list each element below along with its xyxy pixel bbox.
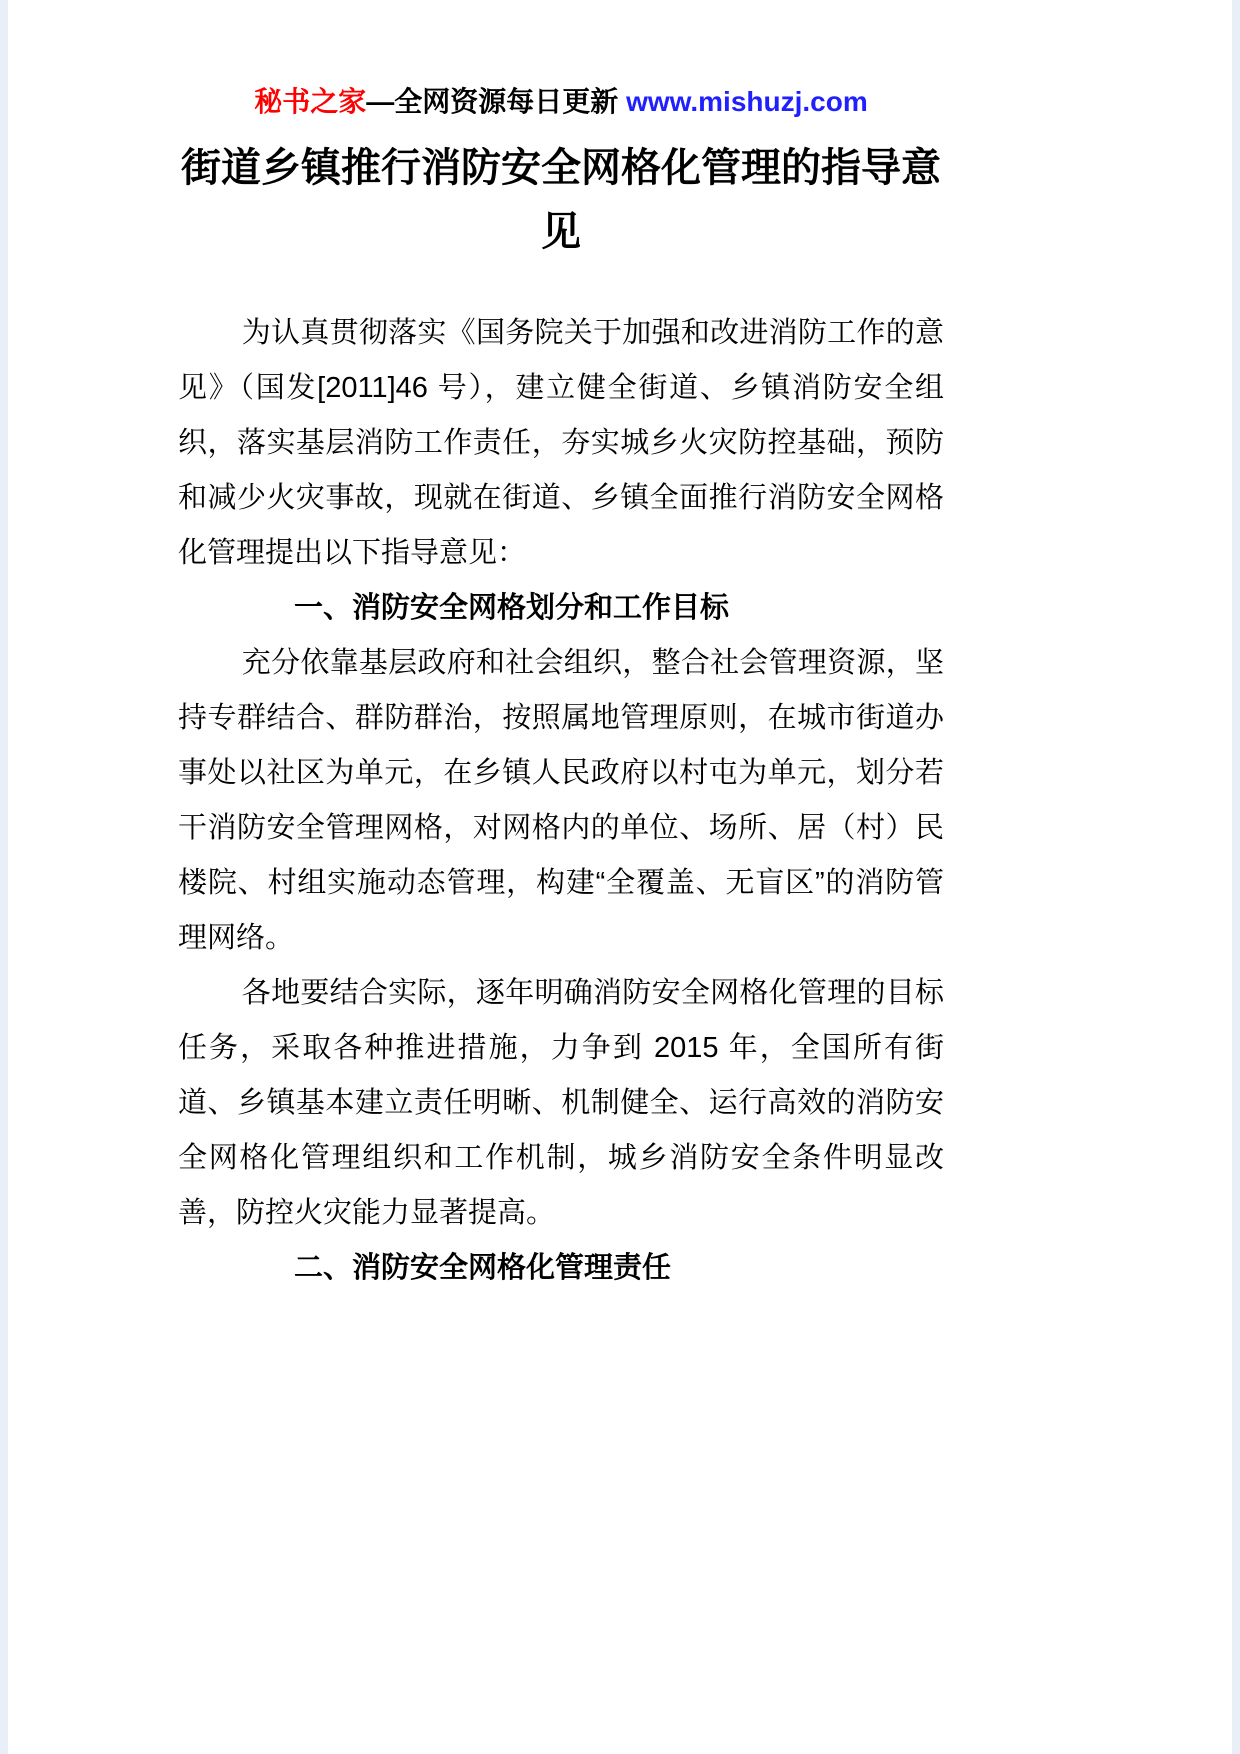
site-tagline: —全网资源每日更新	[366, 86, 627, 117]
paragraph-section1-body1: 充分依靠基层政府和社会组织，整合社会管理资源，坚持专群结合、群防群治，按照属地管理原则，在城市街道办事处以社区为单元，在乡镇人民政府以村屯为单元，划分若干消防安全管理网格，对网格内的单位、场所、居（村）民楼院、村组实施动态管理，构建“全覆盖、无盲区”的消防管理网络。	[178, 647, 944, 954]
document-body	[178, 306, 944, 1296]
paragraph-intro: 为认真贯彻落实《国务院关于加强和改进消防工作的意见》（国发[2011]46 号），建立健全街道、乡镇消防安全组织，落实基层消防工作责任，夯实城乡火灾防控基础，预防和减少火灾事故，现就在街道、乡镇全面推行消防安全网格化管理提出以下指导意见：	[178, 317, 944, 569]
paragraph-section1-body2: 各地要结合实际，逐年明确消防安全网格化管理的目标任务，采取各种推进措施，力争到 2015 年，全国所有街道、乡镇基本建立责任明晰、机制健全、运行高效的消防安全网格化管理组织和工作机制，城乡消防安全条件明显改善，防控火灾能力显著提高。	[178, 977, 944, 1229]
site-url-link[interactable]: www.mishuzj.com	[626, 86, 868, 117]
site-header	[178, 84, 944, 120]
section-heading-2: 二、消防安全网格化管理责任	[294, 1252, 672, 1284]
site-brand: 秘书之家	[254, 86, 367, 117]
section-heading-1: 一、消防安全网格划分和工作目标	[294, 592, 730, 624]
document-page	[8, 0, 1232, 1754]
document-title: 街道乡镇推行消防安全网格化管理的指导意见	[181, 146, 941, 254]
content-column	[178, 84, 944, 1296]
